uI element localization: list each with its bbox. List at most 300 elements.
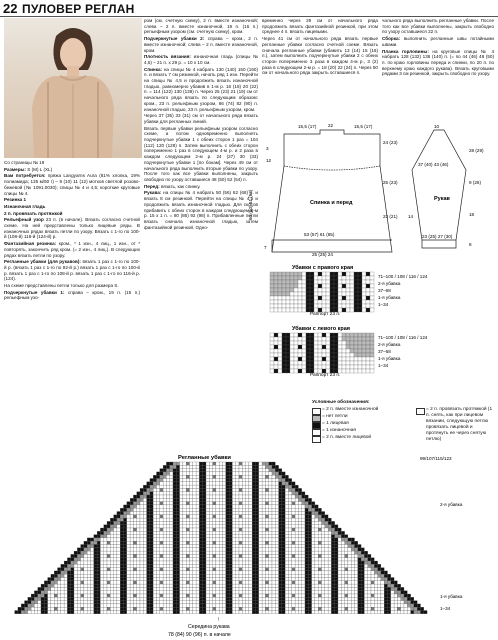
raglan-chart-cell [374,568,377,571]
raglan-chart-cell [331,584,334,587]
raglan-chart-cell [150,554,153,557]
edge-chart-cell [326,345,330,349]
raglan-chart-cell [229,568,232,571]
raglan-chart-cell [229,521,232,524]
raglan-chart-cell [166,521,169,524]
raglan-chart-cell [196,508,199,511]
raglan-chart-cell [67,584,70,587]
raglan-chart-cell [289,488,292,491]
raglan-text: вязать 1 раз с 1-го по 100-й р. (вязать 1 раз с 1-го по 92-й р.) вязать 1 раз с 1-го по 100-й р. вязать 1 раз с 1-го по 108-й р. вязать 1 раз с 1-го по 116-й р. (124). [4,259,140,282]
raglan-chart-cell [275,604,278,607]
raglan-chart-cell [199,472,202,475]
raglan-chart-cell [328,518,331,521]
raglan-chart-cell [213,541,216,544]
raglan-chart-cell [282,508,285,511]
raglan-chart-cell [246,531,249,534]
raglan-chart-cell [351,538,354,541]
raglan-chart-cell [302,558,305,561]
raglan-chart-cell [91,541,94,544]
raglan-chart-cell [100,591,103,594]
raglan-chart-cell [74,574,77,577]
raglan-chart-cell [209,578,212,581]
raglan-chart-cell [282,568,285,571]
raglan-chart-cell [100,574,103,577]
raglan-chart-cell [124,564,127,567]
edge-chart-cell [322,357,326,361]
edge-chart-cell [334,357,338,361]
raglan-chart-cell [242,535,245,538]
raglan-chart-cell [110,584,113,587]
raglan-chart-cell [206,531,209,534]
raglan-chart-cell [275,502,278,505]
raglan-chart-cell [262,465,265,468]
raglan-chart-cell [246,591,249,594]
edge-chart-cell [322,272,326,276]
raglan-chart-cell [186,485,189,488]
raglan-chart-cell [239,554,242,557]
raglan-chart-cell [170,505,173,508]
raglan-chart-cell [275,469,278,472]
raglan-chart-cell [265,479,268,482]
raglan-chart-cell [196,495,199,498]
raglan-chart-cell [120,604,123,607]
edge-chart-cell [310,304,314,308]
raglan-chart-cell [249,469,252,472]
raglan-chart-cell [374,594,377,597]
raglan-chart-cell [173,561,176,564]
edge-chart-cell [358,333,362,337]
raglan-chart-cell [104,607,107,610]
raglan-chart-cell [219,584,222,587]
raglan-chart-cell [322,531,325,534]
raglan-chart-cell [137,587,140,590]
raglan-chart-cell [318,518,321,521]
raglan-chart-cell [252,597,255,600]
raglan-chart-cell [397,601,400,604]
raglan-chart-cell [305,498,308,501]
raglan-chart-cell [160,584,163,587]
raglan-chart-cell [74,561,77,564]
edge-chart-cell [342,333,346,337]
raglan-chart-cell [381,571,384,574]
raglan-chart-cell [348,587,351,590]
raglan-chart-cell [242,611,245,614]
raglan-chart-cell [209,518,212,521]
raglan-chart-cell [236,495,239,498]
edge-chart-cell [326,300,330,304]
raglan-chart-cell [117,597,120,600]
raglan-chart-cell [322,561,325,564]
raglan-chart-cell [157,495,160,498]
raglan-chart-cell [153,604,156,607]
raglan-chart-cell [190,581,193,584]
edge-chart-cell [318,292,322,296]
raglan-chart-cell [223,587,226,590]
raglan-chart-cell [302,495,305,498]
raglan-chart-cell [246,485,249,488]
raglan-chart-cell [262,597,265,600]
edge-chart-cell [310,349,314,353]
raglan-chart-cell [229,498,232,501]
raglan-chart-cell [252,581,255,584]
raglan-chart-cell [150,502,153,505]
raglan-chart-cell [51,587,54,590]
edge-chart-cell [330,304,334,308]
raglan-chart-cell [18,611,21,614]
raglan-chart-cell [127,518,130,521]
edge-chart-cell [298,296,302,300]
edge-chart-cell [346,353,350,357]
raglan-chart-cell [104,564,107,567]
raglan-chart-cell [173,587,176,590]
raglan-chart-cell [338,541,341,544]
raglan-chart-cell [289,515,292,518]
raglan-chart-cell [322,607,325,610]
raglan-chart-cell [328,611,331,614]
raglan-chart-cell [219,597,222,600]
raglan-chart-cell [127,505,130,508]
raglan-chart-cell [265,558,268,561]
raglan-chart-cell [147,541,150,544]
raglan-chart-cell [302,607,305,610]
raglan-chart-cell [232,611,235,614]
raglan-chart-cell [110,535,113,538]
row-label-1st: 1-я убавка [440,594,463,599]
raglan-chart-cell [272,587,275,590]
raglan-chart-cell [87,554,90,557]
raglan-chart-cell [232,479,235,482]
raglan-chart-cell [295,594,298,597]
raglan-chart-cell [249,498,252,501]
raglan-chart-cell [48,591,51,594]
raglan-chart-cell [153,525,156,528]
raglan-chart-cell [147,482,150,485]
edge-chart-cell [370,288,374,292]
raglan-chart-cell [292,601,295,604]
raglan-chart-cell [193,578,196,581]
raglan-chart-cell [226,597,229,600]
raglan-chart-cell [180,488,183,491]
raglan-chart-cell [242,488,245,491]
raglan-chart-cell [213,469,216,472]
raglan-chart-cell [378,604,381,607]
edge-chart-cell [290,280,294,284]
raglan-chart-cell [305,508,308,511]
raglan-chart-cell [341,578,344,581]
raglan-chart-cell [124,545,127,548]
raglan-chart-cell [361,584,364,587]
edge-chart-cell [354,300,358,304]
raglan-chart-cell [120,564,123,567]
raglan-chart-cell [203,512,206,515]
edge-chart-cell [326,280,330,284]
raglan-chart-cell [384,578,387,581]
raglan-chart-cell [140,604,143,607]
raglan-chart-cell [298,601,301,604]
raglan-chart-cell [64,601,67,604]
raglan-chart-cell [186,597,189,600]
raglan-chart-cell [54,611,57,614]
raglan-chart-cell [236,541,239,544]
raglan-chart-cell [236,472,239,475]
raglan-chart-cell [312,531,315,534]
raglan-chart-cell [265,531,268,534]
raglan-chart-cell [147,535,150,538]
edge-chart-cell [298,276,302,280]
raglan-chart-cell [94,607,97,610]
raglan-chart-cell [114,525,117,528]
raglan-chart-cell [196,498,199,501]
raglan-chart-cell [213,508,216,511]
raglan-chart-cell [259,531,262,534]
raglan-chart-cell [100,564,103,567]
raglan-chart-cell [193,538,196,541]
raglan-chart-cell [34,611,37,614]
raglan-chart-cell [97,611,100,614]
raglan-chart-cell [180,465,183,468]
raglan-chart-cell [384,611,387,614]
raglan-chart-cell [348,607,351,610]
raglan-chart-cell [368,564,371,567]
raglan-chart-cell [38,604,41,607]
raglan-chart-cell [341,584,344,587]
raglan-chart-cell [127,512,130,515]
edge-chart-cell [314,304,318,308]
raglan-chart-cell [170,525,173,528]
raglan-chart-cell [292,502,295,505]
raglan-chart-cell [364,584,367,587]
raglan-chart-cell [351,564,354,567]
edge-chart-cell [302,345,306,349]
raglan-chart-cell [160,528,163,531]
raglan-chart-cell [173,462,176,465]
raglan-chart-cell [216,472,219,475]
raglan-chart-cell [150,525,153,528]
raglan-chart-cell [312,551,315,554]
raglan-chart-cell [216,515,219,518]
raglan-chart-cell [285,512,288,515]
raglan-chart-cell [404,604,407,607]
sleeves-text: на спицы № 4 набрать 50 (56) 62 (68) п. и вязать 8 см резинкой. Перейти на спицы № 4,5 и продолжить вязать изнаночной гладью. Для скосов прибавить с обеих сторон в каждом следующем 6-м р. 15 х 1 п. = 80 (86) 92 (98) п. Прибавленные петли вязать сначала изнаночной гладью, затем фантазийной резинкой. Одно- [144,190,258,230]
raglan-chart-cell [371,597,374,600]
raglan-chart-cell [269,528,272,531]
raglan-chart-cell [305,495,308,498]
raglan-chart-cell [312,502,315,505]
raglan-chart-cell [67,561,70,564]
raglan-chart-cell [160,564,163,567]
raglan-chart-cell [279,512,282,515]
raglan-chart-cell [203,545,206,548]
raglan-chart-cell [351,558,354,561]
raglan-chart-cell [170,515,173,518]
raglan-chart-cell [397,604,400,607]
raglan-chart-cell [259,462,262,465]
raglan-chart-cell [203,571,206,574]
raglan-chart-cell [239,485,242,488]
raglan-chart-cell [176,475,179,478]
raglan-chart-cell [275,571,278,574]
raglan-chart-cell [143,581,146,584]
raglan-chart-cell [351,611,354,614]
raglan-chart-cell [269,545,272,548]
raglan-chart-cell [163,558,166,561]
raglan-chart-cell [196,551,199,554]
raglan-chart-cell [150,591,153,594]
raglan-chart-cell [153,475,156,478]
raglan-chart-cell [223,554,226,557]
raglan-chart-cell [378,564,381,567]
raglan-chart-cell [199,502,202,505]
raglan-chart-cell [190,538,193,541]
raglan-chart-cell [219,475,222,478]
raglan-chart-cell [87,541,90,544]
raglan-chart-cell [97,561,100,564]
raglan-chart-cell [157,574,160,577]
raglan-chart-cell [183,551,186,554]
raglan-chart-cell [226,502,229,505]
edge-chart-cell [342,280,346,284]
raglan-chart-cell [262,554,265,557]
raglan-chart-cell [216,538,219,541]
raglan-chart-cell [351,548,354,551]
raglan-chart-cell [107,584,110,587]
raglan-chart-cell [100,571,103,574]
raglan-chart-cell [203,541,206,544]
raglan-chart-cell [394,604,397,607]
raglan-chart-cell [384,607,387,610]
raglan-chart-cell [407,601,410,604]
edge-chart-cell [342,296,346,300]
raglan-chart-cell [81,568,84,571]
raglan-chart-cell [77,554,80,557]
raglan-chart-cell [133,578,136,581]
raglan-chart-cell [223,551,226,554]
raglan-chart-cell [282,482,285,485]
page-title: ПУЛОВЕР РЕГЛАН [22,2,135,16]
raglan-chart-cell [206,469,209,472]
raglan-chart-cell [127,508,130,511]
raglan-chart-cell [147,485,150,488]
raglan-chart-cell [331,521,334,524]
raglan-chart-cell [130,508,133,511]
raglan-chart-cell [262,505,265,508]
raglan-chart-cell [256,607,259,610]
edge-chart-cell [282,361,286,365]
raglan-chart-cell [143,558,146,561]
raglan-chart-cell [193,505,196,508]
raglan-chart-cell [223,469,226,472]
raglan-chart-cell [325,551,328,554]
raglan-chart-cell [358,594,361,597]
raglan-chart-cell [325,584,328,587]
raglan-chart-cell [54,607,57,610]
raglan-chart-cell [259,465,262,468]
front-label: Перед: [144,183,160,189]
raglan-chart-cell [120,531,123,534]
raglan-chart-cell [226,587,229,590]
raglan-chart-cell [173,581,176,584]
raglan-chart-cell [229,564,232,567]
raglan-chart-cell [176,508,179,511]
raglan-chart-cell [236,505,239,508]
raglan-chart-cell [58,611,61,614]
raglan-chart-cell [130,568,133,571]
raglan-chart-cell [256,578,259,581]
raglan-chart-cell [176,574,179,577]
raglan-chart-cell [275,578,278,581]
edge-chart-cell [362,357,366,361]
raglan-chart-cell [384,597,387,600]
raglan-chart-cell [338,604,341,607]
raglan-chart-cell [338,591,341,594]
raglan-chart-cell [223,538,226,541]
raglan-chart-cell [308,571,311,574]
legend-swatch-purl2tog [312,408,321,415]
raglan-chart-cell [282,594,285,597]
raglan-chart-cell [180,594,183,597]
raglan-chart-cell [87,584,90,587]
raglan-chart-cell [348,554,351,557]
edge-chart-cell [350,341,354,345]
edge-chart-cell [366,296,370,300]
raglan-chart-cell [229,548,232,551]
raglan-chart-cell [285,515,288,518]
raglan-chart-cell [117,551,120,554]
raglan-chart-cell [77,601,80,604]
edge-chart-cell [286,369,290,373]
raglan-chart-cell [391,601,394,604]
edge-chart-cell [330,284,334,288]
edge-chart-cell [346,308,350,312]
raglan-chart-cell [110,564,113,567]
raglan-chart-cell [289,521,292,524]
raglan-chart-cell [328,571,331,574]
edge-chart-cell [366,300,370,304]
raglan-chart-cell [143,538,146,541]
raglan-chart-cell [183,479,186,482]
raglan-chart-cell [91,607,94,610]
raglan-chart-cell [308,538,311,541]
raglan-chart-cell [289,512,292,515]
raglan-chart-cell [236,465,239,468]
raglan-chart-cell [104,554,107,557]
raglan-chart-cell [229,479,232,482]
raglan-chart-cell [193,469,196,472]
raglan-chart-cell [31,597,34,600]
raglan-chart-cell [259,502,262,505]
edge-chart-cell [302,361,306,365]
edge-chart-cell [274,349,278,353]
edge-chart-cell [298,361,302,365]
raglan-chart-cell [114,551,117,554]
raglan-chart-cell [229,462,232,465]
raglan-chart-cell [229,472,232,475]
edge-chart-cell [358,357,362,361]
edge-chart-cell [334,292,338,296]
raglan-chart-cell [279,541,282,544]
raglan-chart-cell [203,548,206,551]
raglan-chart-cell [28,597,31,600]
raglan-chart-cell [322,584,325,587]
raglan-chart-cell [269,597,272,600]
raglan-chart-cell [170,541,173,544]
raglan-chart-cell [407,607,410,610]
back-dim-9: 60 (60) 61 (62) [248,189,253,220]
raglan-chart-cell [170,485,173,488]
raglan-chart-cell [381,578,384,581]
raglan-chart-cell [229,601,232,604]
raglan-chart-cell [71,604,74,607]
